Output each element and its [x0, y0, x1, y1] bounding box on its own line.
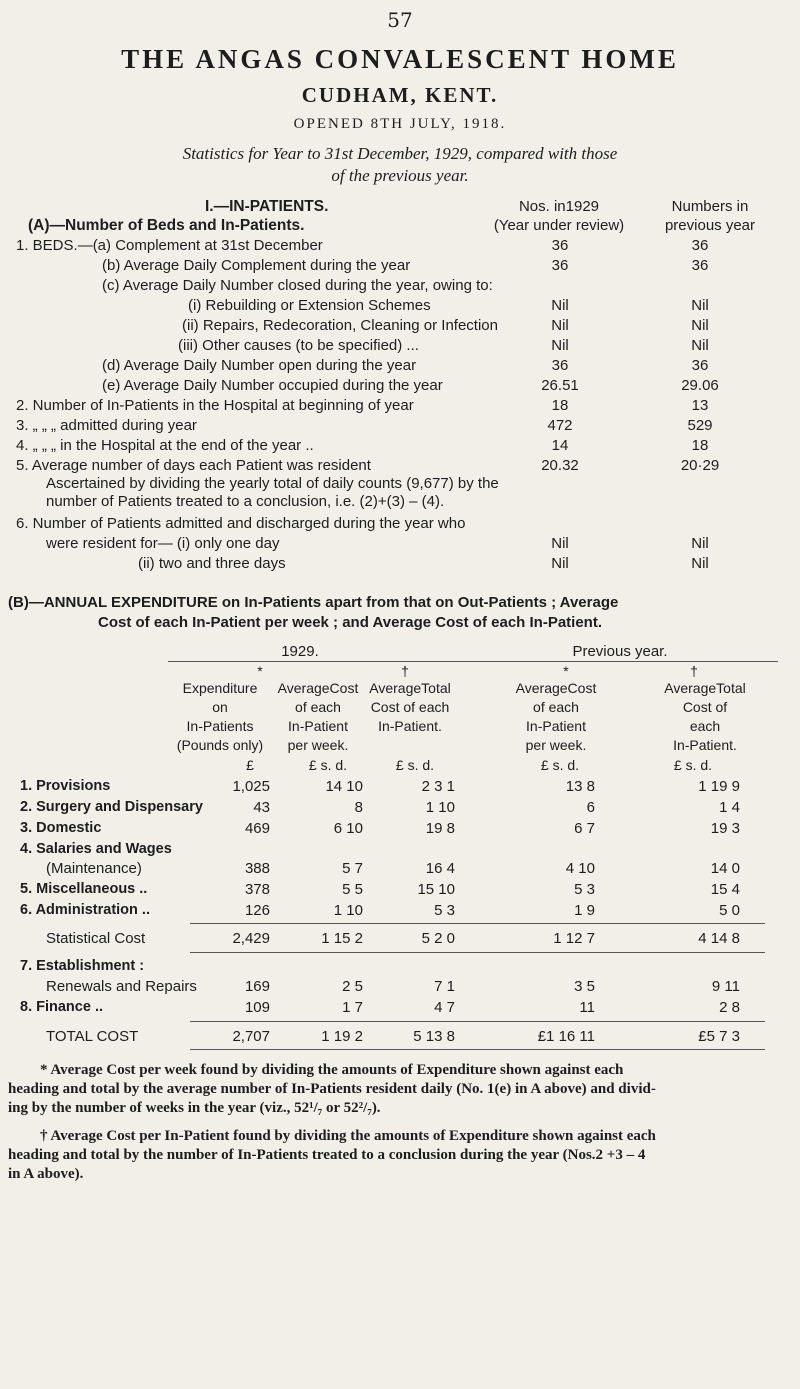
total-rule: [190, 1021, 765, 1022]
table-cell: 1 19 9: [698, 778, 740, 795]
expense-label-statistical-cost: Statistical Cost: [46, 930, 146, 947]
resident-one-day-previous: Nil: [691, 535, 709, 552]
closed-repairs-current: Nil: [551, 317, 569, 334]
subtotal-rule: [190, 923, 765, 924]
patients-end-previous: 18: [691, 437, 709, 454]
resident-one-day-label: were resident for— (i) only one day: [46, 535, 280, 552]
table-cell: 14 0: [710, 860, 740, 877]
table-cell: 5 2 0: [421, 930, 455, 947]
table-cell: 1 10: [425, 799, 455, 816]
table-cell: 5 0: [719, 902, 740, 919]
ascertained-note-2: number of Patients treated to a conclusion, i.e. (2)+(3) – (4).: [46, 493, 445, 510]
page-title: THE ANGAS CONVALESCENT HOME: [121, 44, 679, 74]
table-cell: £1 16 11: [537, 1028, 595, 1045]
expense-label-renewals: Renewals and Repairs: [46, 978, 197, 995]
closed-rebuilding-label: (i) Rebuilding or Extension Schemes: [188, 297, 431, 314]
location: CUDHAM, KENT.: [301, 83, 499, 107]
page-number: 57: [387, 8, 413, 32]
patients-admitted-label: 3. „ „ „ admitted during year: [16, 417, 197, 434]
table-cell: 2,429: [232, 930, 270, 947]
expense-label-domestic: 3. Domestic: [20, 820, 102, 836]
closed-other-label: (iii) Other causes (to be specified) ...: [178, 337, 419, 354]
closed-other-previous: Nil: [691, 337, 709, 354]
star-mark-current: *: [257, 663, 263, 679]
table-cell: 2,707: [232, 1028, 270, 1045]
table-cell: 5 13 8: [413, 1028, 455, 1045]
table-cell: 19 3: [710, 820, 740, 837]
footnote-star-2: heading and total by the average number of In-Patients resident daily (No. 1(e) in A above) and divid-: [8, 1081, 656, 1097]
table-cell: 4 14 8: [698, 930, 740, 947]
unit-avg-week-current: £ s. d.: [308, 757, 348, 773]
table-cell: 43: [253, 799, 270, 816]
table-cell: 5 3: [434, 902, 455, 919]
beds-complement-current: 36: [551, 237, 569, 254]
footnote-star-3: ing by the number of weeks in the year (viz., 52¹/₇ or 52²/₇).: [8, 1100, 381, 1116]
subtitle-line-2: of the previous year.: [331, 166, 469, 185]
footnote-dagger-3: in A above).: [8, 1166, 84, 1182]
table-cell: 1 10: [333, 902, 363, 919]
star-mark-previous: *: [563, 663, 569, 679]
patients-admitted-current: 472: [547, 417, 573, 434]
col-previous-header-2: previous year: [664, 217, 756, 234]
col-previous-header-1: Numbers in: [671, 198, 749, 215]
patients-beginning-label: 2. Number of In-Patients in the Hospital at beginning of year: [16, 397, 414, 414]
year-previous-heading: Previous year.: [572, 643, 668, 660]
section-b-title-2: Cost of each In-Patient per week ; and Average Cost of each In-Patient.: [98, 614, 602, 631]
expense-label-total-cost: TOTAL COST: [46, 1028, 139, 1045]
avg-daily-complement-label: (b) Average Daily Complement during the year: [102, 257, 411, 274]
patients-beginning-current: 18: [551, 397, 569, 414]
total-rule-bottom: [190, 1049, 765, 1050]
closed-other-current: Nil: [551, 337, 569, 354]
table-cell: 378: [244, 881, 270, 898]
beds-complement-previous: 36: [691, 237, 709, 254]
avg-days-resident-label: 5. Average number of days each Patient was resident: [16, 457, 371, 474]
dagger-mark-previous: †: [690, 663, 698, 679]
col-header-expenditure: Expenditure on In-Patients (Pounds only): [176, 680, 264, 753]
subtitle-line-1: Statistics for Year to 31st December, 1929, compared with those: [182, 144, 618, 163]
resident-two-three-days-previous: Nil: [691, 555, 709, 572]
closed-rebuilding-current: Nil: [551, 297, 569, 314]
expense-label-miscellaneous: 5. Miscellaneous ..: [20, 881, 148, 897]
avg-days-resident-previous: 20·29: [680, 457, 720, 474]
avg-days-resident-current: 20.32: [541, 457, 579, 474]
expense-label-finance: 8. Finance ..: [20, 999, 103, 1015]
expense-label-establishment: 7. Establishment :: [20, 958, 145, 974]
col-header-avg-total-previous: AverageTotal Cost of each In-Patient.: [664, 680, 746, 753]
footnote-star-1: * Average Cost per week found by dividing the amounts of Expenditure shown against each: [40, 1062, 624, 1078]
table-cell: 388: [244, 860, 270, 877]
table-cell: 9 11: [711, 978, 740, 995]
avg-daily-open-previous: 36: [691, 357, 709, 374]
subtotal-rule-bottom: [190, 952, 765, 953]
resident-one-day-current: Nil: [551, 535, 569, 552]
section-b-title-1: (B)—ANNUAL EXPENDITURE on In-Patients apart from that on Out-Patients ; Average: [8, 594, 619, 611]
heading-rule: [168, 661, 778, 662]
patients-end-current: 14: [551, 437, 569, 454]
table-cell: 19 8: [425, 820, 455, 837]
table-cell: 1 9: [574, 902, 595, 919]
table-cell: 5 5: [342, 881, 363, 898]
patients-beginning-previous: 13: [691, 397, 709, 414]
table-cell: 1 4: [719, 799, 740, 816]
table-cell: 2 5: [342, 978, 363, 995]
expense-label-administration: 6. Administration ..: [20, 902, 150, 918]
closed-rebuilding-previous: Nil: [691, 297, 709, 314]
table-cell: 16 4: [425, 860, 455, 877]
table-cell: £5 7 3: [698, 1028, 740, 1045]
table-cell: 13 8: [565, 778, 595, 795]
year-current-heading: 1929.: [281, 643, 319, 660]
table-cell: 6 7: [574, 820, 595, 837]
col-header-avg-total-current: AverageTotal Cost of each In-Patient.: [369, 680, 451, 734]
table-cell: 1,025: [232, 778, 270, 795]
table-cell: 11: [579, 999, 595, 1016]
table-cell: 469: [244, 820, 270, 837]
expense-label-salaries: 4. Salaries and Wages: [20, 841, 172, 857]
table-cell: 1 19 2: [321, 1028, 363, 1045]
table-cell: 2 8: [719, 999, 740, 1016]
avg-daily-complement-previous: 36: [691, 257, 709, 274]
table-cell: 3 5: [574, 978, 595, 995]
admitted-discharged-label: 6. Number of Patients admitted and discharged during the year who: [16, 515, 466, 532]
patients-admitted-previous: 529: [687, 417, 713, 434]
section-a-subtitle: (A)—Number of Beds and In-Patients.: [28, 217, 305, 234]
closed-repairs-label: (ii) Repairs, Redecoration, Cleaning or Infection: [182, 317, 498, 334]
avg-daily-complement-current: 36: [551, 257, 569, 274]
table-cell: 6: [586, 799, 595, 816]
table-cell: 2 3 1: [421, 778, 455, 795]
table-cell: 6 10: [333, 820, 363, 837]
col-current-header-2: (Year under review): [493, 217, 625, 234]
opened-date: OPENED 8TH JULY, 1918.: [293, 116, 507, 132]
col-current-header-1: Nos. in1929: [518, 198, 600, 215]
table-cell: 126: [244, 902, 270, 919]
section-a-title: I.—IN-PATIENTS.: [205, 198, 329, 215]
avg-daily-open-label: (d) Average Daily Number open during the year: [102, 357, 417, 374]
avg-daily-open-current: 36: [551, 357, 569, 374]
closed-repairs-previous: Nil: [691, 317, 709, 334]
resident-two-three-days-current: Nil: [551, 555, 569, 572]
table-cell: 169: [244, 978, 270, 995]
unit-avg-total-previous: £ s. d.: [673, 757, 713, 773]
table-cell: 14 10: [325, 778, 363, 795]
table-cell: 1 12 7: [553, 930, 595, 947]
expense-label-maintenance: (Maintenance): [46, 860, 142, 877]
footnote-dagger-1: † Average Cost per In-Patient found by dividing the amounts of Expenditure shown against each: [40, 1128, 656, 1144]
patients-end-label: 4. „ „ „ in the Hospital at the end of the year ..: [16, 437, 314, 454]
expense-label-surgery: 2. Surgery and Dispensary: [20, 799, 203, 815]
avg-daily-occupied-previous: 29.06: [681, 377, 719, 394]
table-cell: 4 7: [434, 999, 455, 1016]
resident-two-three-days-label: (ii) two and three days: [138, 555, 286, 572]
beds-complement-label: 1. BEDS.—(a) Complement at 31st December: [16, 237, 323, 254]
table-cell: 4 10: [565, 860, 595, 877]
table-cell: 1 15 2: [321, 930, 363, 947]
table-cell: 5 3: [574, 881, 595, 898]
table-cell: 15 10: [417, 881, 455, 898]
table-cell: 8: [354, 799, 363, 816]
unit-avg-total-current: £ s. d.: [395, 757, 435, 773]
col-header-avg-week-current: AverageCost of each In-Patient per week.: [277, 680, 359, 753]
table-cell: 7 1: [434, 978, 455, 995]
table-cell: 1 7: [342, 999, 363, 1016]
avg-daily-occupied-label: (e) Average Daily Number occupied during the year: [102, 377, 443, 394]
ascertained-note-1: Ascertained by dividing the yearly total of daily counts (9,677) by the: [46, 475, 499, 492]
unit-avg-week-previous: £ s. d.: [540, 757, 580, 773]
footnote-dagger-2: heading and total by the number of In-Patients treated to a conclusion during the year (Nos.2 +3 – 4: [8, 1147, 646, 1163]
expense-label-provisions: 1. Provisions: [20, 778, 111, 794]
avg-daily-occupied-current: 26.51: [541, 377, 579, 394]
unit-expenditure: £: [246, 757, 254, 773]
col-header-avg-week-previous: AverageCost of each In-Patient per week.: [515, 680, 597, 753]
table-cell: 109: [244, 999, 270, 1016]
dagger-mark-current: †: [401, 663, 409, 679]
table-cell: 5 7: [342, 860, 363, 877]
table-cell: 15 4: [710, 881, 740, 898]
avg-daily-closed-label: (c) Average Daily Number closed during the year, owing to:: [102, 277, 493, 294]
